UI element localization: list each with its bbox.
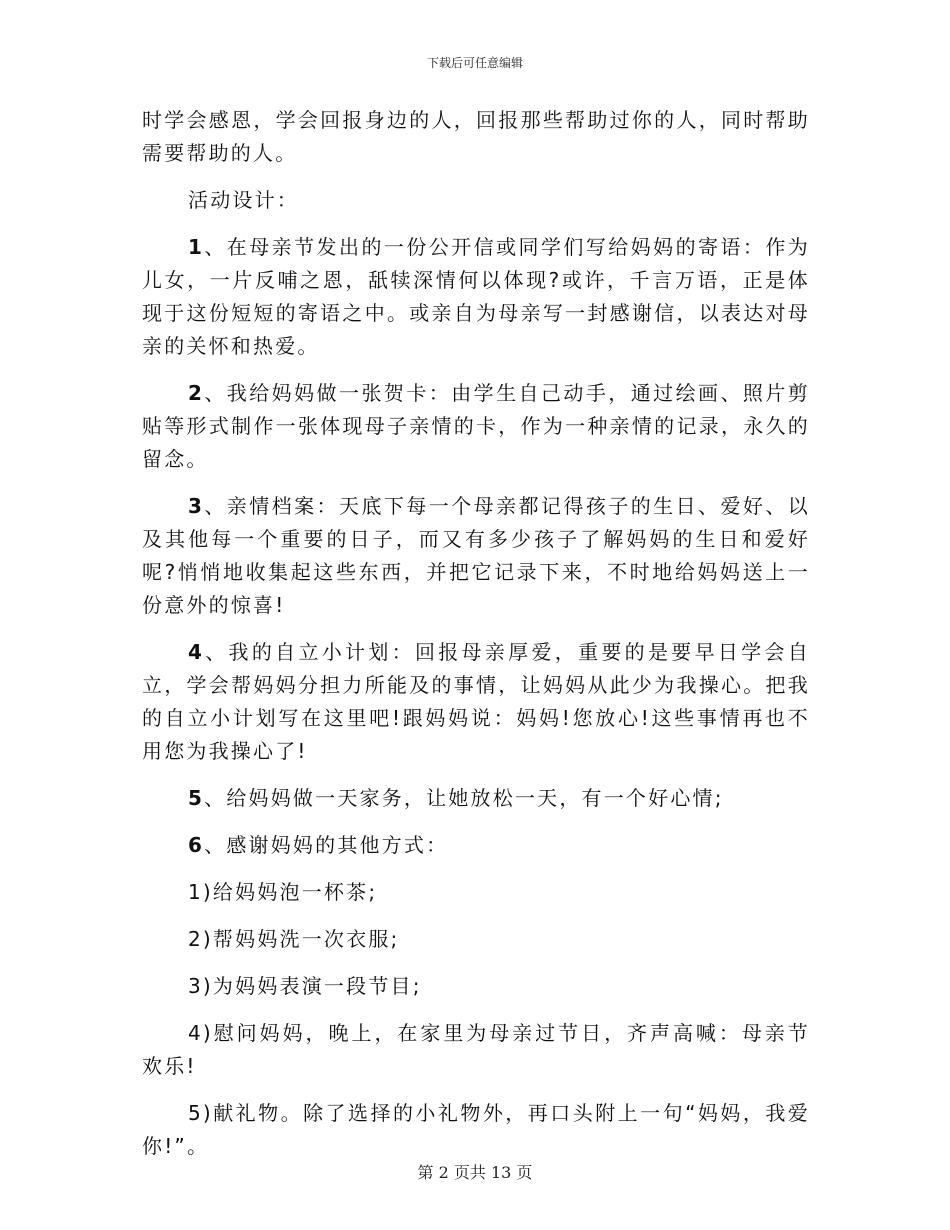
item-text: 、在母亲节发出的一份公开信或同学们写给妈妈的寄语：作为儿女，一片反哺之恩，舐犊深情何以体现?或许，千言万语，正是体现于这份短短的寄语之中。或亲自为母亲写一封感谢信，以表达对母亲的关怀和热爱。: [142, 235, 810, 358]
section-heading-activity-design: 活动设计：: [188, 188, 299, 212]
activity-item-5: [142, 782, 810, 815]
page-footer: 第 2 页共 13 页: [417, 1163, 533, 1182]
item-number: 6: [188, 833, 205, 857]
activity-item-3: [142, 490, 810, 622]
item-text: 、亲情档案：天底下每一个母亲都记得孩子的生日、爱好、以及其他每一个重要的日子，而又有多少孩子了解妈妈的生日和爱好呢?悄悄地收集起这些东西，并把它记录下来，不时地给妈妈送上一份意外的惊喜!: [142, 494, 810, 617]
item-number: 2: [188, 381, 205, 405]
sub-item-3: 3)为妈妈表演一段节目;: [188, 974, 422, 998]
activity-item-4: [142, 636, 810, 768]
sub-item-4: 4)慰问妈妈，晚上，在家里为母亲过节日，齐声高喊：母亲节欢乐!: [142, 1021, 810, 1078]
item-text: 、感谢妈妈的其他方式：: [204, 833, 449, 857]
item-text: 、我的自立小计划：回报母亲厚爱，重要的是要早日学会自立，学会帮妈妈分担力所能及的事情，让妈妈从此少为我操心。把我的自立小计划写在这里吧!跟妈妈说：妈妈!您放心!这些事情再也不用您为我操心了!: [142, 640, 810, 763]
sub-item-2: 2)帮妈妈洗一次衣服;: [188, 927, 400, 951]
item-number: 3: [188, 494, 205, 518]
item-number: 4: [188, 640, 205, 664]
activity-item-1: [142, 231, 810, 363]
item-text: 、给妈妈做一天家务，让她放松一天，有一个好心情;: [204, 786, 724, 810]
sub-item-1: 1)给妈妈泡一杯茶;: [188, 880, 378, 904]
item-text: 、我给妈妈做一张贺卡：由学生自己动手，通过绘画、照片剪贴等形式制作一张体现母子亲情的卡，作为一种亲情的记录，永久的留念。: [142, 381, 810, 471]
paragraph-intro-continuation: 时学会感恩，学会回报身边的人，回报那些帮助过你的人，同时帮助需要帮助的人。: [142, 108, 810, 165]
item-number: 5: [188, 786, 205, 810]
activity-item-6: [142, 829, 810, 862]
page-header: 下载后可任意编辑: [426, 56, 523, 70]
item-number: 1: [188, 235, 205, 259]
document-body: [142, 104, 810, 1177]
activity-item-2: [142, 377, 810, 476]
sub-item-5: 5)献礼物。除了选择的小礼物外，再口头附上一句“妈妈，我爱你!”。: [142, 1101, 810, 1158]
